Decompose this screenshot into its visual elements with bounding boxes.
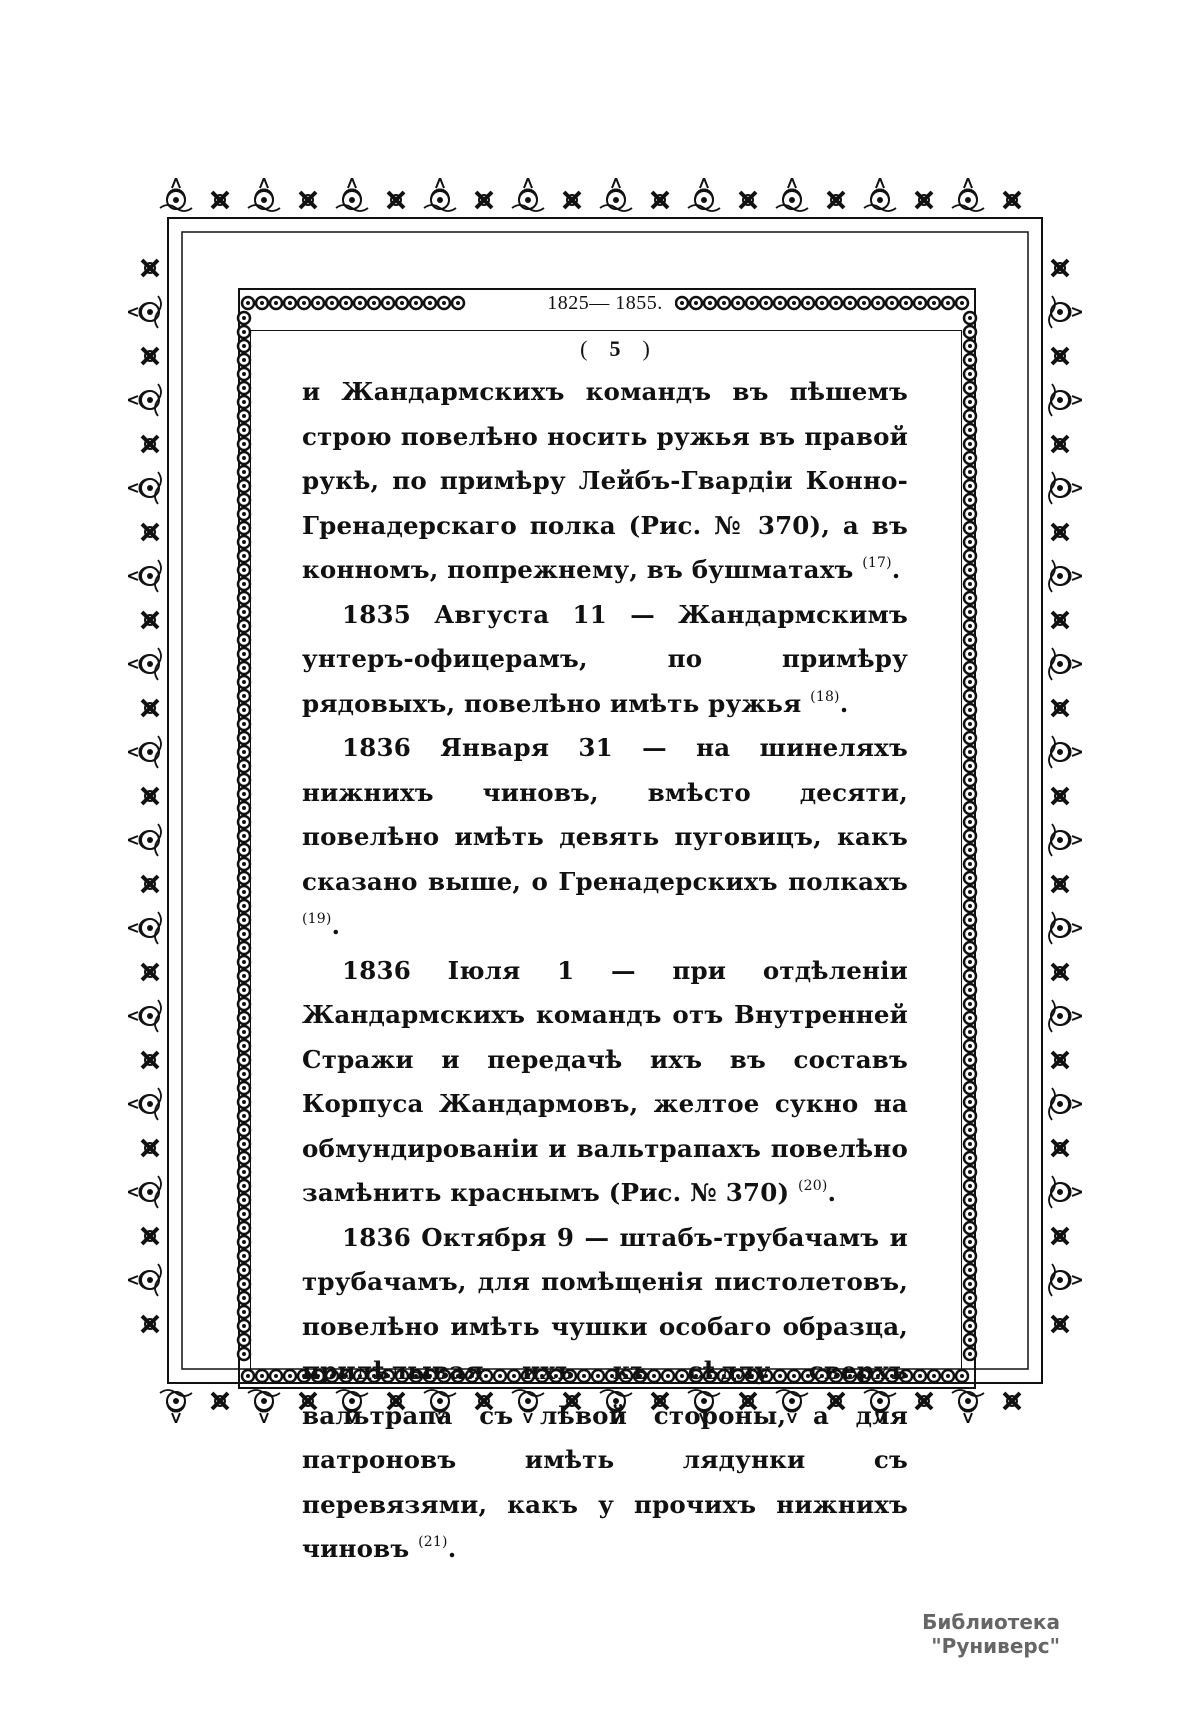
ornament-knot xyxy=(142,876,158,892)
bead-dot xyxy=(242,848,246,852)
bead-dot xyxy=(242,974,246,978)
bead-dot xyxy=(968,442,972,446)
bead-dot xyxy=(242,344,246,348)
bead-dot xyxy=(968,960,972,964)
ornament-motif xyxy=(248,1390,280,1423)
bead-dot xyxy=(968,554,972,558)
ornament-knot xyxy=(388,192,404,208)
bead-dot xyxy=(968,344,972,348)
paragraph-5: 1836 Октября 9 — штабъ-трубачамъ и трубачамъ, для помѣщенія пистолетовъ, повелѣно имѣть чушки особаго образца, придѣлывая ихъ къ сѣдлу сверхъ вальтрапа съ лѣвой стороны, а для патроновъ имѣть лядунки съ перевязями, какъ у прочихъ нижнихъ чиновъ $^{(21)}$. xyxy=(302,1222,908,1563)
bead-dot xyxy=(242,1072,246,1076)
bead-dot xyxy=(968,638,972,642)
bead-dot xyxy=(968,1324,972,1328)
bead-dot xyxy=(288,1374,292,1378)
bead-dot xyxy=(242,596,246,600)
ornament-knot xyxy=(476,192,492,208)
ornament-motif xyxy=(128,1264,161,1296)
ornament-knot xyxy=(1052,1140,1068,1156)
ornament-knot xyxy=(142,436,158,452)
bead-dot xyxy=(242,792,246,796)
bead-dot xyxy=(968,610,972,614)
ornament-motif xyxy=(160,178,192,211)
bead-dot xyxy=(968,1114,972,1118)
bead-dot xyxy=(242,1016,246,1020)
bead-dot xyxy=(968,540,972,544)
bead-dot xyxy=(242,428,246,432)
ornament-knot xyxy=(1052,260,1068,276)
bead-dot xyxy=(968,358,972,362)
ornament-motif xyxy=(1049,1264,1082,1296)
bead-dot xyxy=(242,722,246,726)
bead-dot xyxy=(242,1226,246,1230)
bead-dot xyxy=(242,1002,246,1006)
bead-dot xyxy=(968,1338,972,1342)
bead-dot xyxy=(968,918,972,922)
bead-dot xyxy=(968,330,972,334)
ornament-knot xyxy=(1052,436,1068,452)
footnote-ref: (20) xyxy=(797,1178,828,1194)
ornament-motif xyxy=(1049,472,1082,504)
bead-dot xyxy=(242,960,246,964)
bead-dot xyxy=(242,1114,246,1118)
bead-dot xyxy=(968,932,972,936)
footnote-ref: (21) xyxy=(418,1534,448,1550)
ornament-motif xyxy=(128,736,161,768)
ornament-motif xyxy=(952,178,984,211)
ornament-motif xyxy=(128,560,161,592)
bead-dot xyxy=(242,1352,246,1356)
ornament-motif xyxy=(512,178,544,211)
bead-dot xyxy=(242,1296,246,1300)
ornament-motif xyxy=(160,1390,192,1423)
bead-dot xyxy=(968,1086,972,1090)
body-text xyxy=(302,370,908,1572)
bead-dot xyxy=(968,946,972,950)
bead-dot xyxy=(968,526,972,530)
bead-dot xyxy=(242,638,246,642)
bead-dot xyxy=(968,1240,972,1244)
bead-dot xyxy=(968,1058,972,1062)
paragraph-1: и Жандармскихъ командъ въ пѣшемъ строю повелѣно носить ружья въ правой рукѣ, по примѣру Лейбъ-Гвардіи Конно-Гренадерскаго полка (Рис. № 370), а въ конномъ, попрежнему, въ бушматахъ $^{(17)}$. xyxy=(302,377,908,584)
bead-dot xyxy=(242,1128,246,1132)
ornament-knot xyxy=(564,192,580,208)
ornament-knot xyxy=(1052,348,1068,364)
bead-dot xyxy=(242,1212,246,1216)
bead-dot xyxy=(968,792,972,796)
paragraph-2: 1835 Августа 11 — Жандармскимъ унтеръ-офицерамъ, по примѣру рядовыхъ, повелѣно имѣть ружья $^{(18)}$. xyxy=(302,599,908,718)
bead-dot xyxy=(968,484,972,488)
ornament-motif xyxy=(128,472,161,504)
ornament-motif xyxy=(1049,384,1082,416)
ornament-motif xyxy=(952,1390,984,1423)
ornament-knot xyxy=(142,1316,158,1332)
bead-dot xyxy=(242,470,246,474)
bead-dot xyxy=(242,1170,246,1174)
paragraph-4: 1836 Іюля 1 — при отдѣленіи Жандармскихъ командъ отъ Внутренней Стражи и передачѣ ихъ въ составъ Корпуса Жандармовъ, желтое сукно на обмундированіи и вальтрапахъ повелѣно замѣнить краснымъ (Рис. № 370) $^{(20)}$. xyxy=(302,955,908,1207)
bead-dot xyxy=(968,470,972,474)
bead-dot xyxy=(242,834,246,838)
ornament-motif xyxy=(1049,1000,1082,1032)
ornament-motif xyxy=(128,296,161,328)
paragraph-3: 1836 Января 31 — на шинеляхъ нижнихъ чиновъ, вмѣсто десяти, повелѣно имѣть девять пуговицъ, какъ сказано выше, о Гренадерскихъ полкахъ $^{(19)}$. xyxy=(302,733,908,940)
bead-dot xyxy=(918,1374,922,1378)
ornament-knot xyxy=(142,700,158,716)
bead-dot xyxy=(242,1324,246,1328)
bead-dot xyxy=(968,1170,972,1174)
bead-dot xyxy=(242,862,246,866)
bead-dot xyxy=(968,1268,972,1272)
bead-dot xyxy=(242,694,246,698)
bead-dot xyxy=(242,1198,246,1202)
ornament-knot xyxy=(1052,1052,1068,1068)
ornament-motif xyxy=(1049,736,1082,768)
bead-dot xyxy=(968,1310,972,1314)
ornament-knot xyxy=(740,192,756,208)
footnote-ref: (17) xyxy=(862,555,892,571)
bead-dot xyxy=(968,1142,972,1146)
ornament-motif xyxy=(600,178,632,211)
bead-dot xyxy=(946,1374,950,1378)
ornament-knot xyxy=(1052,1228,1068,1244)
bead-dot xyxy=(242,708,246,712)
bead-dot xyxy=(242,820,246,824)
bead-dot xyxy=(242,372,246,376)
bead-dot xyxy=(242,484,246,488)
bead-dot xyxy=(932,1374,936,1378)
bead-dot xyxy=(242,666,246,670)
bead-dot xyxy=(968,428,972,432)
bead-dot xyxy=(968,862,972,866)
bead-dot xyxy=(968,652,972,656)
ornament-knot xyxy=(1052,876,1068,892)
ornament-motif xyxy=(128,1176,161,1208)
bead-dot xyxy=(968,1212,972,1216)
bead-dot xyxy=(968,414,972,418)
bead-dot xyxy=(242,918,246,922)
ornament-motif xyxy=(424,178,456,211)
bead-dot xyxy=(242,680,246,684)
ornament-knot xyxy=(142,1140,158,1156)
bead-dot xyxy=(968,568,972,572)
bead-dot xyxy=(246,1374,250,1378)
ornament-motif xyxy=(128,648,161,680)
bead-dot xyxy=(242,330,246,334)
bead-dot xyxy=(968,316,972,320)
bead-dot xyxy=(242,568,246,572)
bead-dot xyxy=(968,1072,972,1076)
bead-dot xyxy=(242,1282,246,1286)
bead-dot xyxy=(242,414,246,418)
bead-dot xyxy=(968,820,972,824)
bead-dot xyxy=(242,778,246,782)
bead-dot xyxy=(242,1058,246,1062)
ornament-knot xyxy=(916,1393,932,1409)
header-years: 1825— 1855. xyxy=(535,292,675,315)
ornament-knot xyxy=(142,964,158,980)
bead-dot xyxy=(242,1254,246,1258)
bead-dot xyxy=(968,666,972,670)
ornament-knot xyxy=(1052,964,1068,980)
bead-dot xyxy=(242,1086,246,1090)
bead-dot xyxy=(968,1296,972,1300)
ornament-knot xyxy=(1052,788,1068,804)
bead-dot xyxy=(968,876,972,880)
bead-dot xyxy=(242,1100,246,1104)
bead-dot xyxy=(968,596,972,600)
ornament-knot xyxy=(1052,1316,1068,1332)
bead-dot xyxy=(242,456,246,460)
bead-dot xyxy=(242,1030,246,1034)
bead-dot xyxy=(242,988,246,992)
bead-dot xyxy=(242,512,246,516)
bead-dot xyxy=(968,806,972,810)
bead-dot xyxy=(242,624,246,628)
bead-dot xyxy=(968,1100,972,1104)
ornament-knot xyxy=(1052,612,1068,628)
bead-dot xyxy=(242,652,246,656)
ornament-knot xyxy=(142,524,158,540)
ornament-motif xyxy=(336,178,368,211)
bead-dot xyxy=(968,1128,972,1132)
bead-dot xyxy=(968,582,972,586)
ornament-motif xyxy=(1049,648,1082,680)
footnote-ref: (18) xyxy=(810,688,840,705)
bead-dot xyxy=(968,736,972,740)
ornament-motif xyxy=(128,824,161,856)
ornament-motif xyxy=(776,178,808,211)
bead-dot xyxy=(968,1044,972,1048)
ornament-knot xyxy=(1004,192,1020,208)
ornament-knot xyxy=(212,1393,228,1409)
ornament-knot xyxy=(828,192,844,208)
ornament-knot xyxy=(1052,700,1068,716)
bead-dot xyxy=(242,890,246,894)
bead-dot xyxy=(968,456,972,460)
bead-dot xyxy=(968,764,972,768)
bead-dot xyxy=(968,1184,972,1188)
ornament-knot xyxy=(142,1228,158,1244)
bead-dot xyxy=(968,722,972,726)
bead-dot xyxy=(242,736,246,740)
ornament-motif xyxy=(248,178,280,211)
bead-dot xyxy=(242,498,246,502)
ornament-motif xyxy=(1049,296,1082,328)
ornament-knot xyxy=(300,192,316,208)
ornament-knot xyxy=(212,192,228,208)
ornament-knot xyxy=(142,1052,158,1068)
bead-dot xyxy=(242,540,246,544)
ornament-motif xyxy=(1049,824,1082,856)
bead-dot xyxy=(242,316,246,320)
bead-dot xyxy=(968,694,972,698)
bead-dot xyxy=(242,526,246,530)
bead-dot xyxy=(968,1254,972,1258)
ornament-motif xyxy=(128,384,161,416)
page-number-value: 5 xyxy=(609,336,621,361)
page-number: ( 5 ) xyxy=(580,336,650,361)
bead-dot xyxy=(968,386,972,390)
bead-dot xyxy=(968,834,972,838)
ornament-motif xyxy=(128,1000,161,1032)
bead-dot xyxy=(968,778,972,782)
bead-dot xyxy=(242,358,246,362)
bead-dot xyxy=(242,386,246,390)
footnote-ref: (19) xyxy=(302,911,332,927)
ornament-motif xyxy=(128,912,161,944)
bead-dot xyxy=(242,1338,246,1342)
ornament-motif xyxy=(1049,1088,1082,1120)
bead-dot xyxy=(968,624,972,628)
bead-dot xyxy=(968,890,972,894)
bead-dot xyxy=(242,806,246,810)
ornament-knot xyxy=(142,788,158,804)
bead-dot xyxy=(242,1240,246,1244)
ornament-knot xyxy=(142,260,158,276)
bead-dot xyxy=(968,512,972,516)
bead-dot xyxy=(242,1184,246,1188)
bead-dot xyxy=(968,708,972,712)
bead-dot xyxy=(968,1226,972,1230)
bead-dot xyxy=(968,372,972,376)
bead-dot xyxy=(960,1374,964,1378)
bead-dot xyxy=(242,932,246,936)
bead-dot xyxy=(968,1198,972,1202)
bead-dot xyxy=(968,1016,972,1020)
bead-dot xyxy=(968,988,972,992)
ornament-motif xyxy=(1049,560,1082,592)
ornament-motif xyxy=(864,178,896,211)
ornament-knot xyxy=(1052,524,1068,540)
bead-dot xyxy=(968,1002,972,1006)
bead-dot xyxy=(968,974,972,978)
bead-dot xyxy=(242,582,246,586)
bead-dot xyxy=(968,904,972,908)
bead-dot xyxy=(242,1156,246,1160)
bead-dot xyxy=(968,1030,972,1034)
bead-dot xyxy=(274,1374,278,1378)
ornament-knot xyxy=(142,348,158,364)
bead-dot xyxy=(968,498,972,502)
bead-dot xyxy=(242,904,246,908)
ornament-motif xyxy=(1049,1176,1082,1208)
ornament-motif xyxy=(688,178,720,211)
library-watermark: Библиотека "Руниверс" xyxy=(922,1610,1060,1658)
bead-dot xyxy=(242,876,246,880)
bead-dot xyxy=(968,680,972,684)
bead-dot xyxy=(242,1044,246,1048)
bead-dot xyxy=(242,442,246,446)
bead-dot xyxy=(242,750,246,754)
bead-dot xyxy=(968,400,972,404)
bead-dot xyxy=(242,1142,246,1146)
ornament-knot xyxy=(916,192,932,208)
ornament-motif xyxy=(128,1088,161,1120)
bead-dot xyxy=(968,1282,972,1286)
bead-dot xyxy=(968,1352,972,1356)
bead-dot xyxy=(242,554,246,558)
bead-dot xyxy=(968,848,972,852)
ornament-knot xyxy=(1004,1393,1020,1409)
ornament-knot xyxy=(652,192,668,208)
running-header xyxy=(244,290,966,316)
bead-dot xyxy=(260,1374,264,1378)
bead-dot xyxy=(242,1310,246,1314)
bead-dot xyxy=(242,764,246,768)
bead-dot xyxy=(242,946,246,950)
ornament-motif xyxy=(1049,912,1082,944)
ornament-knot xyxy=(142,612,158,628)
bead-dot xyxy=(242,610,246,614)
bead-dot xyxy=(968,1156,972,1160)
bead-dot xyxy=(968,750,972,754)
bead-dot xyxy=(242,400,246,404)
bead-dot xyxy=(242,1268,246,1272)
